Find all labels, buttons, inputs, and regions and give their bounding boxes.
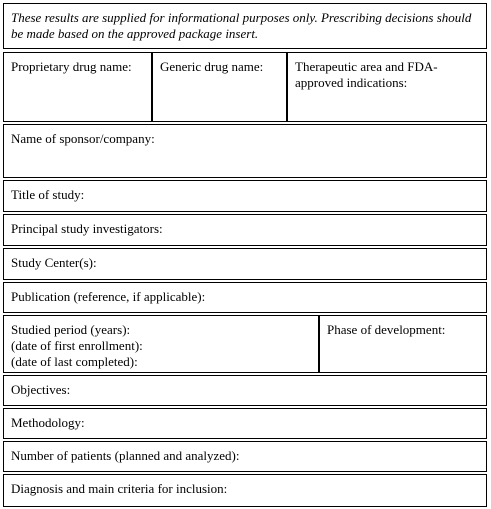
therapeutic-area-cell (286, 53, 486, 121)
drug-info-row (3, 52, 487, 122)
investigators-label: Principal study investigators: (11, 221, 163, 236)
number-of-patients-row (3, 441, 487, 472)
diagnosis-criteria-row (3, 474, 487, 507)
study-centers-label: Study Center(s): (11, 255, 97, 270)
studied-period-cell (4, 316, 318, 372)
proprietary-drug-name-cell (4, 53, 151, 121)
generic-drug-name-label: Generic drug name: (160, 59, 264, 74)
proprietary-drug-name-label: Proprietary drug name: (11, 59, 132, 74)
investigators-row (3, 214, 487, 246)
studied-period-label: Studied period (years): (date of first enrollment): (date of last completed): (11, 322, 143, 369)
phase-of-development-cell (318, 316, 486, 372)
publication-row (3, 282, 487, 313)
studied-period-row (3, 315, 487, 373)
therapeutic-area-label: Therapeutic area and FDA-approved indications: (295, 59, 438, 90)
disclaimer-row (3, 3, 487, 49)
number-of-patients-label: Number of patients (planned and analyzed): (11, 448, 240, 463)
study-summary-form (3, 3, 489, 507)
sponsor-label: Name of sponsor/company: (11, 131, 155, 146)
diagnosis-criteria-label: Diagnosis and main criteria for inclusion: (11, 481, 228, 496)
methodology-label: Methodology: (11, 415, 85, 430)
disclaimer-text: These results are supplied for informational purposes only. Prescribing decisions should be made based on the approved package insert. (11, 10, 472, 41)
objectives-row (3, 375, 487, 406)
study-centers-row (3, 248, 487, 280)
phase-of-development-label: Phase of development: (327, 322, 446, 337)
generic-drug-name-cell (151, 53, 286, 121)
title-of-study-label: Title of study: (11, 187, 85, 202)
sponsor-row (3, 124, 487, 178)
methodology-row (3, 408, 487, 439)
publication-label: Publication (reference, if applicable): (11, 289, 206, 304)
objectives-label: Objectives: (11, 382, 71, 397)
title-of-study-row (3, 180, 487, 212)
